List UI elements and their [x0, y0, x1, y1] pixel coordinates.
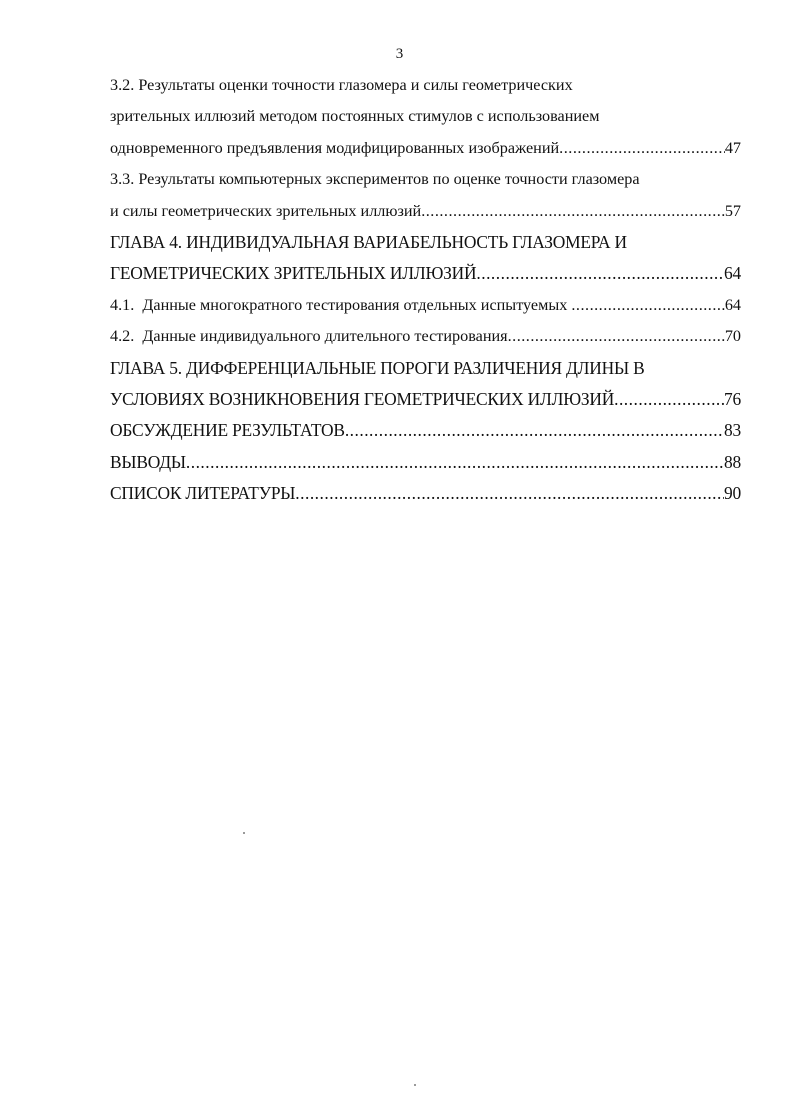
toc-entry-title: ОБСУЖДЕНИЕ РЕЗУЛЬТАТОВ [110, 420, 345, 441]
toc-entry [110, 164, 741, 227]
toc-entry-line: ГЛАВА 4. ИНДИВИДУАЛЬНАЯ ВАРИАБЕЛЬНОСТЬ ГЛАЗОМЕРА И [110, 231, 627, 252]
toc-page-number: 47 [724, 138, 741, 157]
toc-entry-title: ГЕОМЕТРИЧЕСКИХ ЗРИТЕЛЬНЫХ ИЛЛЮЗИЙ [110, 263, 477, 284]
toc-entry-last-line [110, 321, 741, 352]
dot-leader [421, 196, 725, 227]
toc-entry-title: и силы геометрических зрительных иллюзий [110, 201, 422, 220]
toc-entry-title: СПИСОК ЛИТЕРАТУРЫ [110, 483, 296, 504]
page-number: 3 [395, 46, 404, 62]
toc-page-number: 83 [724, 420, 741, 441]
toc-page-number: 90 [724, 483, 741, 504]
toc-page-number: 88 [724, 451, 741, 472]
toc-entry-line: 3.2. Результаты оценки точности глазомера и силы геометрических [110, 76, 573, 94]
toc-entry-line: ГЛАВА 5. ДИФФЕРЕНЦИАЛЬНЫЕ ПОРОГИ РАЗЛИЧЕНИЯ ДЛИНЫ В [110, 357, 645, 378]
scan-speck [414, 1084, 416, 1086]
dot-leader [559, 133, 725, 164]
toc-entry [110, 353, 741, 416]
toc-entry [110, 321, 741, 352]
toc-entry [110, 227, 741, 290]
dot-leader [571, 290, 724, 321]
toc-entry-line: 3.3. Результаты компьютерных экспериментов по оценке точности глазомера [110, 170, 640, 189]
dot-leader [614, 384, 724, 415]
dot-leader [345, 415, 724, 446]
toc-entry-last-line [110, 196, 741, 227]
dot-leader [295, 478, 724, 509]
toc-entry-last-line [110, 415, 741, 446]
toc-entry-title: УСЛОВИЯХ ВОЗНИКНОВЕНИЯ ГЕОМЕТРИЧЕСКИХ ИЛЛЮЗИЙ [110, 388, 615, 409]
toc-entry-last-line [110, 290, 741, 321]
dot-leader [476, 258, 724, 289]
toc-page-number: 76 [724, 388, 741, 409]
table-of-contents [110, 70, 741, 509]
toc-entry [110, 70, 741, 164]
toc-entry-title: одновременного предъявления модифицированных изображений [110, 138, 560, 157]
toc-page-number: 70 [724, 327, 741, 346]
toc-entry [110, 290, 741, 321]
toc-entry-title: ВЫВОДЫ [110, 451, 186, 472]
toc-entry-last-line [110, 384, 741, 415]
toc-entry-title: 4.2. Данные индивидуального длительного тестирования [110, 327, 508, 346]
dot-leader [186, 447, 724, 478]
toc-entry [110, 447, 741, 478]
toc-entry-title: 4.1. Данные многократного тестирования отдельных испытуемых [110, 295, 572, 314]
scan-speck [243, 832, 245, 834]
toc-entry-last-line [110, 258, 741, 289]
toc-page-number: 64 [724, 263, 741, 284]
toc-page-number: 57 [724, 201, 741, 220]
toc-entry-last-line [110, 447, 741, 478]
toc-entry [110, 415, 741, 446]
toc-entry [110, 478, 741, 509]
toc-entry-line: зрительных иллюзий методом постоянных стимулов с использованием [110, 107, 600, 126]
toc-entry-last-line [110, 478, 741, 509]
dot-leader [508, 321, 725, 352]
toc-entry-last-line [110, 133, 741, 164]
toc-page-number: 64 [724, 295, 741, 314]
